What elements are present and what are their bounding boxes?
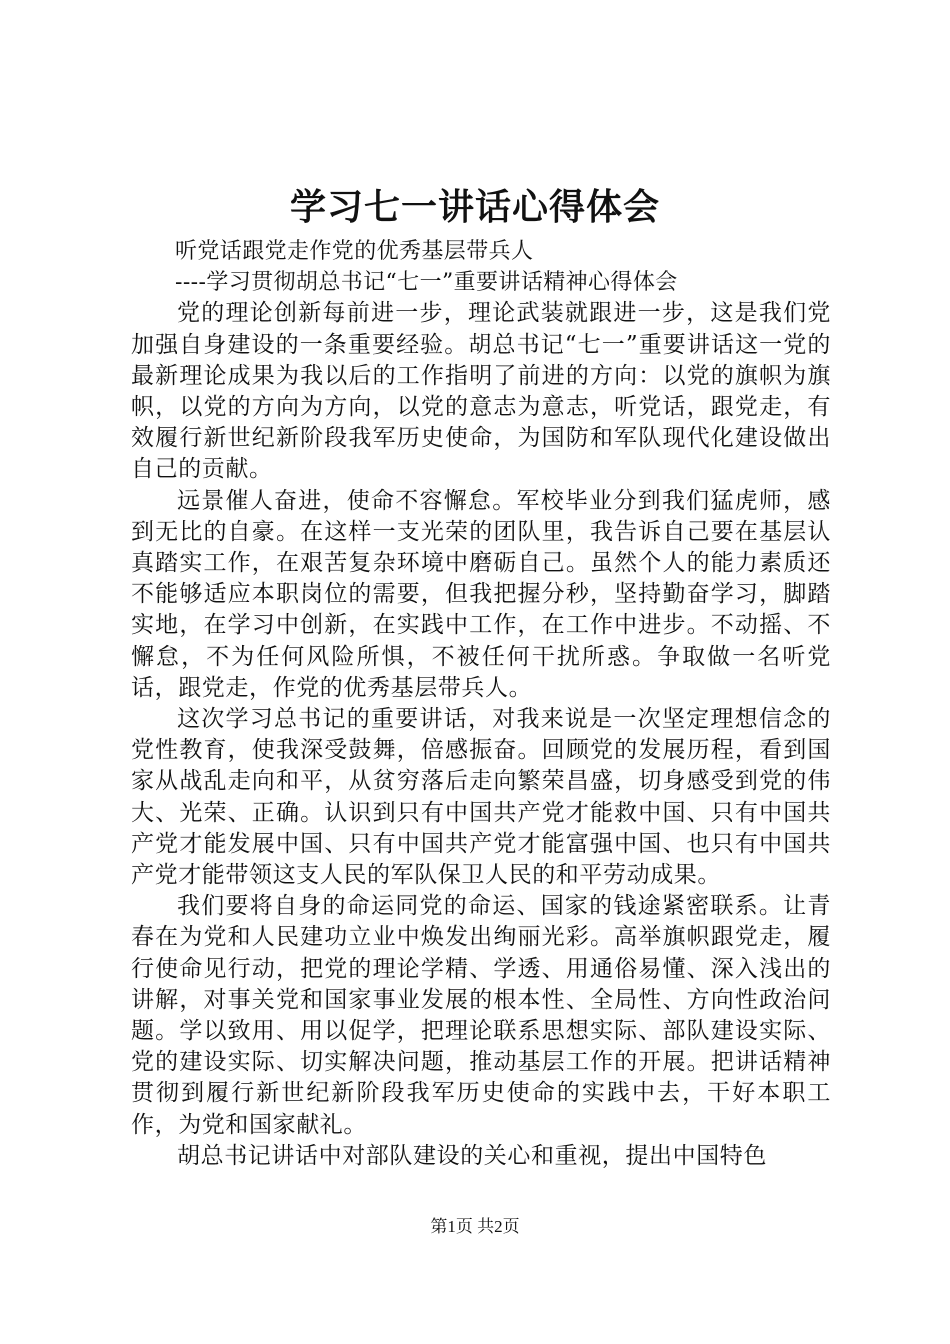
paragraph: 我们要将自身的命运同党的命运、国家的钱途紧密联系。让青春在为党和人民建功立业中焕发出绚丽光彩。高举旗帜跟党走，履行使命见行动，把党的理论学精、学透、用通俗易懂、深入浅出的讲解，对事关党和国家事业发展的根本性、全局性、方向性政治问题。学以致用、用以促学，把理论联系思想实际、部队建设实际、党的建设实际、切实解决问题，推动基层工作的开展。把讲话精神贯彻到履行新世纪新阶段我军历史使命的实践中去，干好本职工作，为党和国家献礼。: [131, 893, 831, 1138]
paragraph: 胡总书记讲话中对部队建设的关心和重视，提出中国特色: [177, 1142, 767, 1169]
document-subtitle: 听党话跟党走作党的优秀基层带兵人: [175, 239, 534, 264]
paragraph: 这次学习总书记的重要讲话，对我来说是一次坚定理想信念的党性教育，使我深受鼓舞，倍感振奋。回顾党的发展历程，看到国家从战乱走向和平，从贫穷落后走向繁荣昌盛，切身感受到党的伟大、光荣、正确。认识到只有中国共产党才能救中国、只有中国共产党才能发展中国、只有中国共产党才能富强中国、也只有中国共产党才能带领这支人民的军队保卫人民的和平劳动成果。: [131, 706, 831, 889]
document-title: 学习七一讲话心得体会: [289, 187, 660, 228]
paragraph: 远景催人奋进，使命不容懈怠。军校毕业分到我们猛虎师，感到无比的自豪。在这样一支光荣的团队里，我告诉自己要在基层认真踏实工作，在艰苦复杂环境中磨砺自己。虽然个人的能力素质还不能够适应本职岗位的需要，但我把握分秒，坚持勤奋学习，脚踏实地，在学习中创新，在实践中工作，在工作中进步。不动摇、不懈怠，不为任何风险所惧，不被任何干扰所惑。争取做一名听党话，跟党走，作党的优秀基层带兵人。: [131, 487, 831, 701]
document-body: [131, 236, 831, 1172]
page-number-footer: 第1页 共2页: [430, 1217, 520, 1236]
document-subtitle-2: ----学习贯彻胡总书记“七一”重要讲话精神心得体会: [175, 270, 678, 296]
paragraph: 党的理论创新每前进一步，理论武装就跟进一步，这是我们党加强自身建设的一条重要经验。胡总书记“七一”重要讲话这一党的最新理论成果为我以后的工作指明了前进的方向：以党的旗帜为旗帜，以党的方向为方向，以党的意志为意志，听党话，跟党走，有效履行新世纪新阶段我军历史使命，为国防和军队现代化建设做出自己的贡献。: [131, 300, 831, 483]
